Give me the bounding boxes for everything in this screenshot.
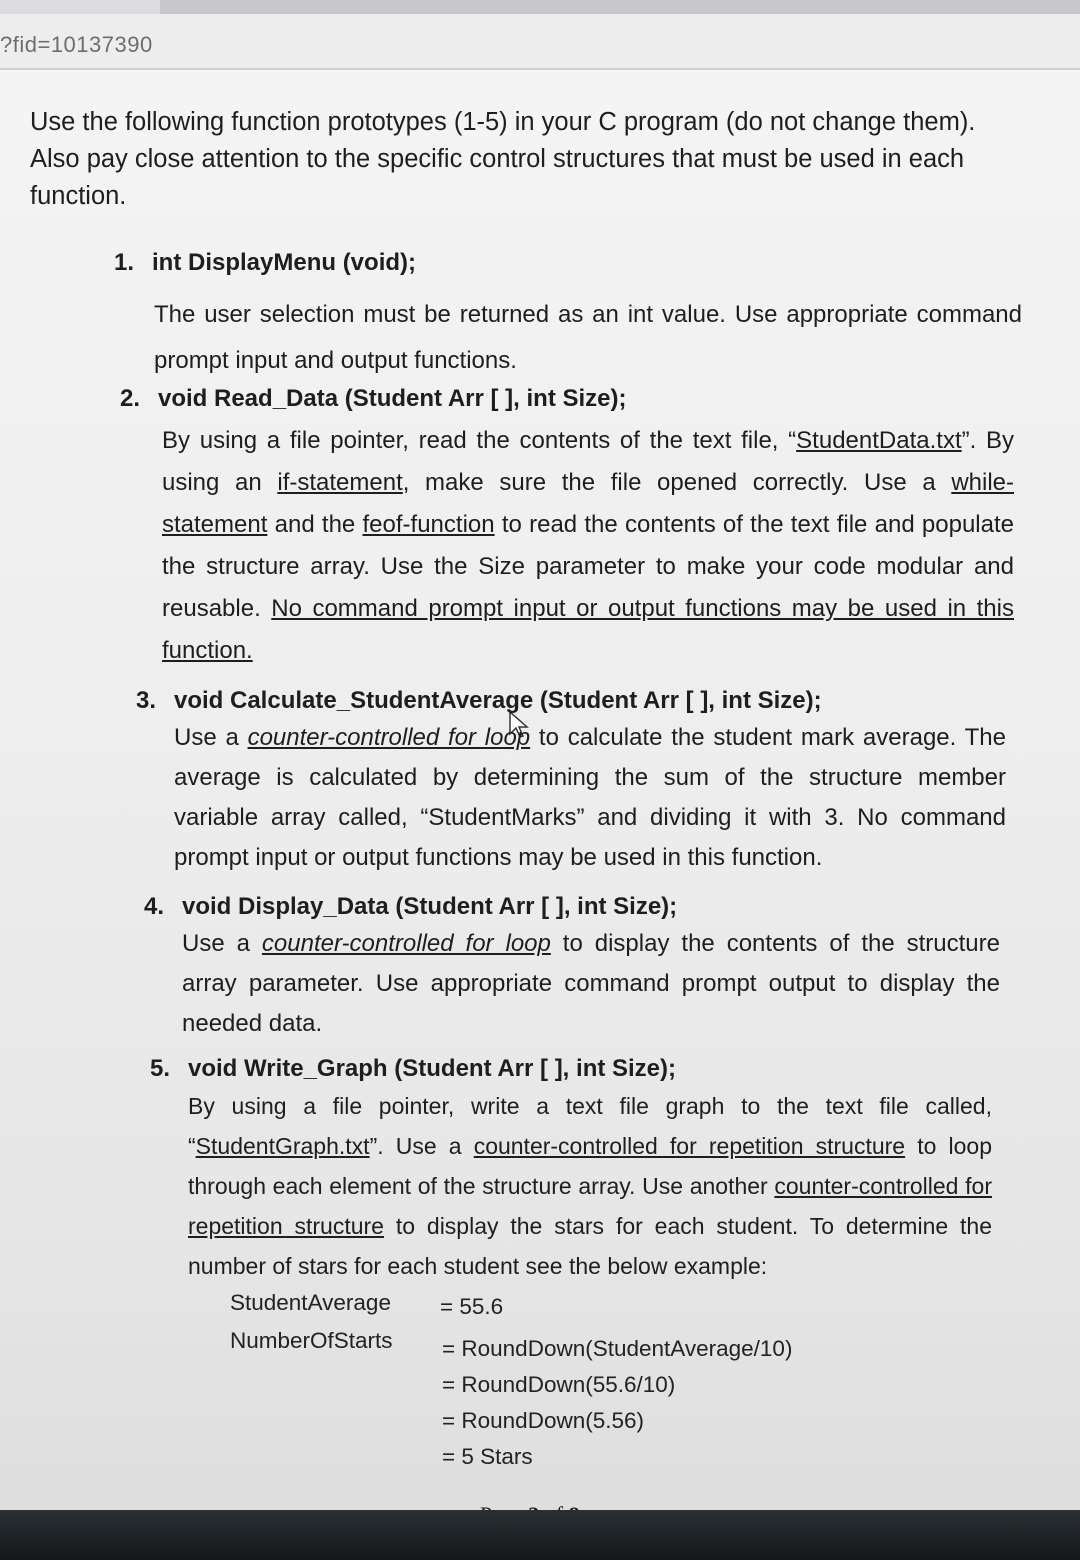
monitor-bezel xyxy=(0,1510,1080,1560)
function-item-3 xyxy=(136,684,1006,878)
function-signature: 5. void Write_Graph (Student Arr [ ], int Size); xyxy=(150,1052,992,1086)
function-description: Use a counter-controlled for loop to calculate the student mark average. The average is calculated by determining the sum of the structure member variable array called, “StudentMarks” and dividing it with 3. No command prompt input or output functions may be used in this function. xyxy=(174,724,1006,871)
example-label-average: StudentAverage xyxy=(230,1290,391,1315)
function-signature: 1. int DisplayMenu (void); xyxy=(114,246,1022,280)
function-item-2 xyxy=(120,382,1014,672)
example-step: = RoundDown(StudentAverage/10) xyxy=(442,1336,793,1361)
intro-paragraph: Use the following function prototypes (1-5) in your C program (do not change them). Also pay close attention to the specific control structures that must be used in each function. xyxy=(30,108,976,210)
item-number: 1. xyxy=(114,249,135,276)
browser-tab[interactable] xyxy=(160,0,1080,14)
example-step: = RoundDown(55.6/10) xyxy=(442,1372,676,1397)
function-description: Use a counter-controlled for loop to display the contents of the structure array parameter. Use appropriate command prompt output to display the needed data. xyxy=(182,930,1000,1037)
example-step: = 5 Stars xyxy=(442,1444,533,1469)
item-number: 3. xyxy=(136,687,157,714)
function-description: The user selection must be returned as an int value. Use appropriate command prompt input and output functions. xyxy=(154,301,1022,374)
function-description: By using a file pointer, read the contents of the text file, “StudentData.txt”. By using an if-statement, make sure the file opened correctly. Use a while-statement and the feof-function to read the contents of the text file and populate the structure array. Use the Size parameter to make your code modular and reusable. No command prompt input or output functions may be used in this function. xyxy=(162,427,1014,664)
filename-link: StudentData.txt xyxy=(796,427,962,454)
item-number: 2. xyxy=(120,385,141,412)
example-value-average: = 55.6 xyxy=(440,1294,504,1319)
example-step: = RoundDown(5.56) xyxy=(442,1408,644,1433)
function-item-1 xyxy=(114,246,1022,384)
url-text[interactable]: ?fid=10137390 xyxy=(0,32,153,57)
function-signature: 2. void Read_Data (Student Arr [ ], int Size); xyxy=(120,382,1014,416)
example-label-stars: NumberOfStarts xyxy=(230,1328,393,1353)
item-number: 5. xyxy=(150,1055,171,1082)
item-number: 4. xyxy=(144,893,165,920)
function-signature: 3. void Calculate_StudentAverage (Student Arr [ ], int Size); xyxy=(136,684,1006,718)
function-item-4 xyxy=(144,890,1000,1044)
document-page xyxy=(0,70,1080,1510)
address-bar[interactable] xyxy=(0,14,1080,70)
function-signature: 4. void Display_Data (Student Arr [ ], int Size); xyxy=(144,890,1000,924)
browser-tab-strip xyxy=(0,0,1080,14)
function-item-5 xyxy=(150,1052,992,1286)
function-description: By using a file pointer, write a text file graph to the text file called, “StudentGraph.txt”. Use a counter-controlled for repetition structure to loop through each element of the structure array. Use another counter-controlled for repetition structure to display the stars for each student. To determine the number of stars for each student see the below example: xyxy=(188,1093,993,1279)
